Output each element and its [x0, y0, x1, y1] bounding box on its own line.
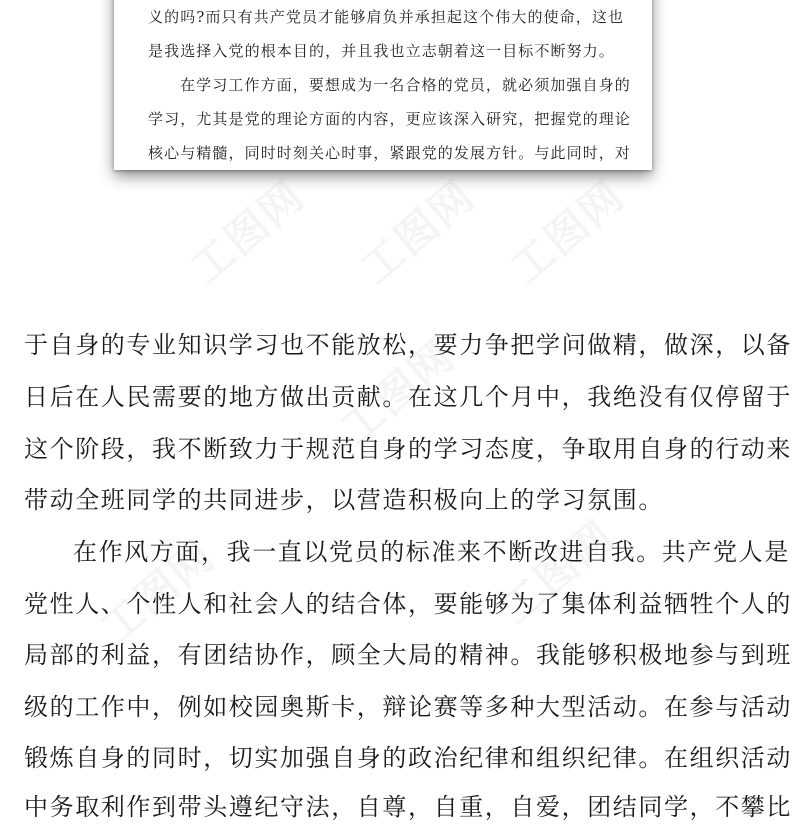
card-text-line: 是我选择入党的根本目的，并且我也立志朝着这一目标不断努力。	[148, 42, 615, 60]
body-text-line: 锻炼自身的同时，切实加强自身的政治纪律和组织纪律。在组织活动	[24, 744, 792, 772]
body-text-line: 日后在人民需要的地方做出贡献。在这几个月中，我绝没有仅停留于	[24, 383, 792, 411]
body-text-line: 这个阶段，我不断致力于规范自身的学习态度，争取用自身的行动来	[24, 435, 792, 463]
body-text-line: 级的工作中，例如校园奥斯卡，辩论赛等多种大型活动。在参与活动	[24, 693, 792, 721]
watermark: 工图网	[331, 330, 464, 454]
watermark: 工图网	[91, 530, 224, 654]
card-text-line: 核心与精髓，同时时刻关心时事，紧跟党的发展方针。与此同时，对	[148, 144, 632, 162]
document-preview-card	[114, 0, 652, 170]
watermark: 工图网	[351, 170, 484, 294]
watermark: 工图网	[181, 170, 314, 294]
watermark: 工图网	[501, 170, 634, 294]
body-text-line: 党性人、个性人和社会人的结合体，要能够为了集体利益牺牲个人的	[24, 590, 792, 618]
card-text-line: 在学习工作方面，要想成为一名合格的党员，就必须加强自身的	[180, 76, 631, 94]
watermark: 工图网	[491, 510, 624, 634]
body-text-line: 局部的利益，有团结协作，顾全大局的精神。我能够积极地参与到班	[24, 641, 792, 669]
card-text-line: 学习，尤其是党的理论方面的内容，更应该深入研究，把握党的理论	[148, 110, 632, 128]
body-text-line: 中务取利作到带头遵纪守法，自尊，自重，自爱，团结同学，不攀比	[24, 793, 792, 821]
body-text-line: 于自身的专业知识学习也不能放松，要力争把学问做精，做深，以备	[24, 331, 792, 359]
body-text-line: 在作风方面，我一直以党员的标准来不断改进自我。共产党人是	[73, 538, 790, 566]
card-text-line: 义的吗?而只有共产党员才能够肩负并承担起这个伟大的使命，这也	[148, 8, 625, 26]
body-text-line: 带动全班同学的共同进步，以营造积极向上的学习氛围。	[24, 486, 664, 514]
